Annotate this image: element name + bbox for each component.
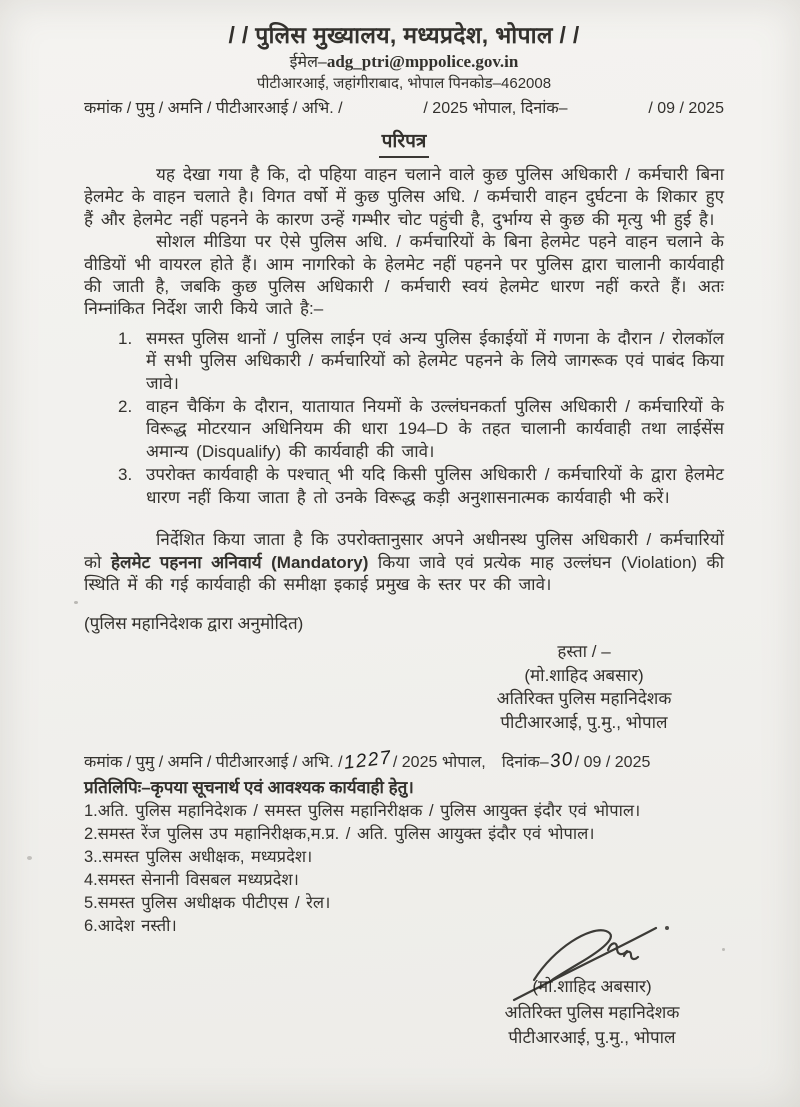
handwritten-day: 30 bbox=[548, 748, 575, 773]
list-item-text: वाहन चैकिंग के दौरान, यातायात नियमों के उल्लंघनकर्ता पुलिस अधिकारी / कर्मचारियों के विरूद्ध मोटरयान अधिनियम की धारा 194–D के तहत चालानी कार्यवाही तथा लाईसेंस अमान्य (Disqualify) की कार्यवाही की जावे। bbox=[146, 397, 724, 461]
paragraph-3 bbox=[84, 529, 724, 596]
directive-list bbox=[84, 328, 724, 509]
circular-heading: परिपत्र bbox=[379, 129, 430, 158]
paragraph-3-pre: निर्देशित किया जाता है कि उपरोक्तानुसार अपने अधीनस्थ पुलिस अधिकारी / कर्मचारियों को bbox=[84, 530, 724, 572]
copy-item: 2.समस्त रेंज पुलिस उप महानिरीक्षक,म.प्र. / अति. पुलिस आयुक्त इंदौर एवं भोपाल। bbox=[84, 825, 595, 844]
signatory-office: पीटीआरआई, पु.मु., भोपाल bbox=[500, 712, 668, 732]
copy-item: 3..समस्त पुलिस अधीक्षक, मध्यप्रदेश। bbox=[84, 848, 313, 867]
signatory-office: पीटीआरआई, पु.मु., भोपाल bbox=[508, 1028, 676, 1047]
ref-mid: / 2025 भोपाल, दिनांक– bbox=[423, 100, 568, 117]
list-item bbox=[84, 328, 724, 395]
signatory-designation: अतिरिक्त पुलिस महानिदेशक bbox=[504, 1002, 680, 1022]
copy-item: 5.समस्त पुलिस अधीक्षक पीटीएस / रेल। bbox=[84, 894, 331, 913]
ref-date-label: दिनांक– bbox=[501, 754, 549, 772]
letterhead-address: पीटीआरआई, जहांगीराबाद, भोपाल पिनकोड–462008 bbox=[256, 75, 552, 92]
reference-number-line bbox=[84, 96, 724, 122]
signatory-name: (मो.शाहिद अबसार) bbox=[524, 665, 644, 685]
ref-prefix: कमांक / पुमु / अमनि / पीटीआरआई / अभि. / bbox=[84, 100, 343, 117]
letterhead-title: / / पुलिस मुख्यालय, मध्यप्रदेश, भोपाल / / bbox=[228, 22, 580, 48]
paragraph-1: यह देखा गया है कि, दो पहिया वाहन चलाने वाले कुछ पुलिस अधिकारी / कर्मचारी बिना हेलमेट के वाहन चलाते है। विगत वर्षो में कुछ पुलिस अधि. / कर्मचारी वाहन दुर्घटना के शिकार हुए हैं और हेलमेट नहीं पहनने के कारण उन्हें गम्भीर चोट पहुंची है, दुर्भाग्य से कुछ की मृत्यु भी हुई है। bbox=[84, 165, 724, 229]
ref-suffix: / 09 / 2025 bbox=[648, 100, 724, 117]
ref-prefix: कमांक / पुमु / अमनि / पीटीआरआई / अभि. / bbox=[84, 754, 343, 772]
copy-item: 1.अति. पुलिस महानिदेशक / समस्त पुलिस महानिरीक्षक / पुलिस आयुक्त इंदौर एवं भोपाल। bbox=[84, 802, 641, 821]
mandatory-bold-text: हेलमेट पहनना अनिवार्य (Mandatory) bbox=[110, 552, 369, 572]
signature-block-top bbox=[444, 640, 724, 734]
copy-to-heading: प्रतिलिपिः–कृपया सूचनार्थ एवं आवश्यक कार्यवाही हेतु। bbox=[84, 778, 414, 798]
list-item-number: 3. bbox=[118, 465, 133, 485]
ref-suffix: / 09 / 2025 bbox=[574, 754, 651, 772]
list-item-text: समस्त पुलिस थानों / पुलिस लाईन एवं अन्य पुलिस ईकाईयों में गणना के दौरान / रोलकॉल में सभी पुलिस अधिकारी / कर्मचारियों को हेलमेट पहनने के लिये जागरूक एवं पाबंद किया जावे। bbox=[146, 328, 724, 393]
copy-item: 4.समस्त सेनानी विसबल मध्यप्रदेश। bbox=[84, 871, 299, 890]
handwritten-signature-icon bbox=[434, 922, 750, 980]
scan-speck bbox=[27, 856, 32, 860]
copy-item: 6.आदेश नस्ती। bbox=[84, 917, 177, 936]
signatory-designation: अतिरिक्त पुलिस महानिदेशक bbox=[496, 689, 672, 709]
reference-number-line-bottom bbox=[84, 749, 724, 776]
letterhead-email-line bbox=[84, 50, 724, 74]
list-item-number: 1. bbox=[118, 328, 133, 348]
list-item-text: उपरोक्त कार्यवाही के पश्चात् भी यदि किसी पुलिस अधिकारी / कर्मचारियों के द्वारा हेलमेट धारण नहीं किया जाता है तो उनके विरूद्ध कड़ी अनुशासनात्मक कार्यवाही भी करें। bbox=[146, 465, 724, 507]
handwritten-ref-number: 1227 bbox=[342, 747, 393, 775]
paragraph-2: सोशल मीडिया पर ऐसे पुलिस अधि. / कर्मचारियों के बिना हेलमेट पहने वाहन चलाने के वीडियों भी वायरल होते हैं। आम नागरिको के हेलमेट नहीं पहनने पर पुलिस द्वारा चालानी कार्यवाही की जाती है, जबकि कुछ पुलिस अधिकारी / कर्मचारी स्वयं हेलमेट धारण नहीं करते हैं। अतः निम्नांकित निर्देश जारी किये जाते है:– bbox=[84, 232, 724, 319]
approval-note: (पुलिस महानिदेशक द्वारा अनुमोदित) bbox=[84, 614, 304, 634]
list-item bbox=[84, 396, 724, 463]
signed-abbreviation: हस्ता / – bbox=[557, 642, 611, 662]
list-item-number: 2. bbox=[118, 397, 133, 417]
signature-block-bottom bbox=[434, 922, 750, 1051]
signatory-name: (मो.शाहिद अबसार) bbox=[532, 977, 652, 996]
email-label: ईमेल– bbox=[289, 54, 327, 71]
scan-speck bbox=[74, 601, 78, 604]
email-address: adg_ptri@mppolice.gov.in bbox=[326, 52, 519, 71]
circular-heading-wrap bbox=[84, 129, 724, 158]
ref-mid: / 2025 भोपाल, bbox=[392, 754, 486, 772]
list-item bbox=[84, 464, 724, 509]
document-content bbox=[84, 20, 724, 938]
copy-to-list bbox=[84, 800, 724, 938]
paragraph-3-post: किया जावे एवं प्रत्येक माह उल्लंघन (Violation) की स्थिति में की गई कार्यवाही की समीक्षा इकाई प्रमुख के स्तर पर की जावे। bbox=[84, 552, 724, 594]
